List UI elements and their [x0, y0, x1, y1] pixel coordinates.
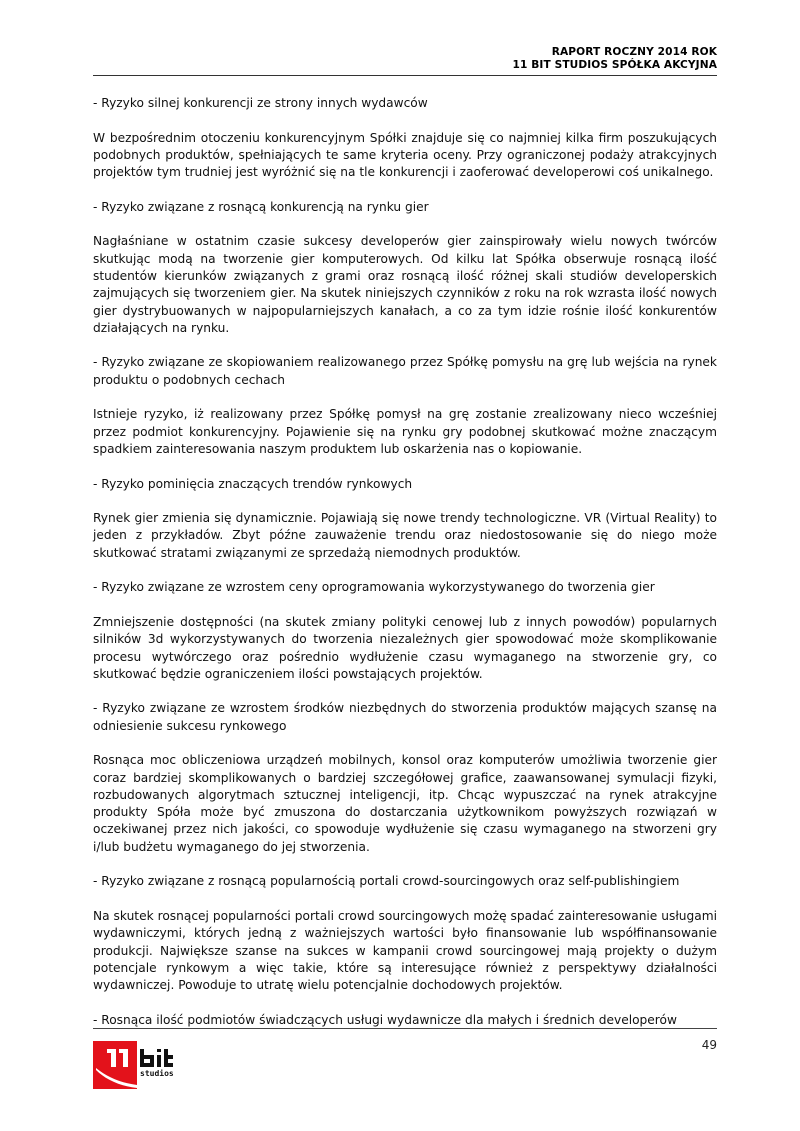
footer-divider	[93, 1028, 717, 1029]
header-divider	[93, 75, 717, 76]
svg-text:studios: studios	[140, 1069, 174, 1078]
risk-heading: - Ryzyko związane z rosnącą konkurencją na rynku gier	[93, 199, 429, 214]
risk-heading: - Ryzyko pominięcia znaczących trendów rynkowych	[93, 476, 413, 491]
risk-paragraph: Rynek gier zmienia się dynamicznie. Pojawiają się nowe trendy technologiczne. VR (Virtual Reality) to jeden z przykładów. Zbyt późne zauważenie trendu oraz niedostosowanie się do niego może skutkować stratami związanymi ze sprzedażą niemodnych produktów.	[93, 511, 717, 560]
risk-paragraph: Na skutek rosnącej popularności portali crowd sourcingowych możę spadać zainteresowanie usługami wydawniczymi, których jedną z ważniejszych wartości było finansowanie lub współfinansowanie produkcji. Największe szanse na sukces w kampanii crowd sourcingowej mają projekty o dużym potencjale rynkowym a więc takie, które są interesujące również z perspektywy działalności wydawniczej. Powoduje to utratę wielu potencjalnie dochodowych projektów.	[93, 908, 717, 993]
risk-paragraph: W bezpośrednim otoczeniu konkurencyjnym Spółki znajduje się co najmniej kilka firm poszukujących podobnych produktów, spełniających te same kryteria oceny. Przy ograniczonej podaży atrakcyjnych projektów tym trudniej jest wyróżnić się na tle konkurencji i zaoferować developerowi coś unikalnego.	[93, 130, 717, 180]
risk-heading: - Ryzyko związane z rosnącą popularnością portali crowd-sourcingowych oraz self-publishingiem	[93, 874, 680, 889]
risk-heading: - Ryzyko związane ze wzrostem środków niezbędnych do stworzenia produktów mających szansę na odniesienie sukcesu rynkowego	[93, 701, 717, 733]
company-name: 11 BIT STUDIOS SPÓŁKA AKCYJNA	[512, 59, 717, 71]
document-body	[93, 95, 717, 1046]
11bit-studios-logo-icon	[93, 1041, 213, 1089]
report-title: RAPORT ROCZNY 2014 ROK	[551, 46, 717, 58]
risk-paragraph: Rosnąca moc obliczeniowa urządzeń mobilnych, konsol oraz komputerów umożliwia tworzenie gier coraz bardziej skomplikowanych o bardziej szczegółowej grafice, zaawansowanej symulacji fizyki, rozbudowanych algorytmach sztucznej inteligencji, itp. Chcąc wypuszczać na rynek atrakcyjne produkty Spóła może być zmuszona do dostarczania użytkownikom powyższych rozwiązań w oczekiwanej przez nich jakości, co spowoduje wydłużenie się czasu wymaganego na stworzeni gry i/lub budżetu wymaganego do jej stworzenia.	[93, 753, 717, 854]
risk-paragraph: Istnieje ryzyko, iż realizowany przez Spółkę pomysł na grę zostanie zrealizowany nieco wcześniej przez podmiot konkurencyjny. Pojawienie się na rynku gry podobnej skutkować możne znaczącym spadkiem zainteresowania naszym produktem lub oskarżenia nas o kopiowanie.	[93, 407, 717, 456]
report-header	[93, 46, 717, 72]
risk-heading: - Ryzyko związane ze skopiowaniem realizowanego przez Spółkę pomysłu na grę lub wejścia na rynek produktu o podobnych cechach	[93, 355, 717, 387]
company-logo	[93, 1041, 213, 1089]
risk-paragraph: Nagłaśniane w ostatnim czasie sukcesy developerów gier zainspirowały wielu nowych twórców skutkując modą na tworzenie gier komputerowych. Od kilku lat Spółka obserwuje rosnącą ilość studentów kierunków związanych z grami oraz rosnącą ilość różnej skali studiów developerskich zajmujących się tworzeniem gier. Na skutek niniejszych czynników z roku na rok wzrasta ilość nowych gier dystrybuowanych w najpopularniejszych kanałach, a co za tym idzie rośnie ilość konkurentów działających na rynku.	[93, 234, 717, 335]
risk-paragraph: Zmniejszenie dostępności (na skutek zmiany polityki cenowej lub z innych powodów) popularnych silników 3d wykorzystywanych do tworzenia niezależnych gier spowodować może skomplikowanie procesu wytwórczego oraz pośrednio wydłużenie czasu wymaganego na stworzenie gry, co skutkować będzie ograniczeniem ilości powstających projektów.	[93, 614, 717, 681]
risk-heading: - Rosnąca ilość podmiotów świadczących usługi wydawnicze dla małych i średnich developerów	[93, 1012, 677, 1027]
page-number: 49	[701, 1038, 717, 1052]
risk-heading: - Ryzyko silnej konkurencji ze strony innych wydawców	[93, 96, 428, 110]
risk-heading: - Ryzyko związane ze wzrostem ceny oprogramowania wykorzystywanego do tworzenia gier	[93, 580, 655, 595]
